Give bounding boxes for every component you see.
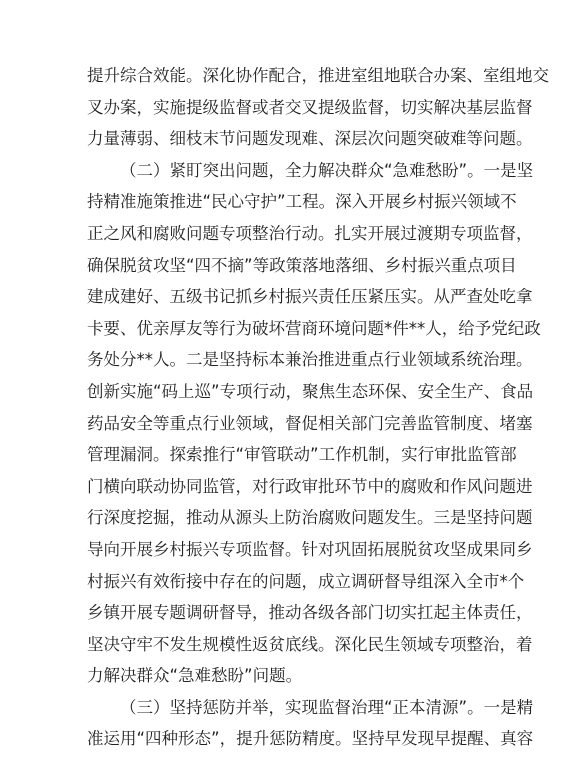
text-line: 卡要、优亲厚友等行为破坏营商环境问题*件**人，给予党纪政 xyxy=(87,318,541,338)
text-line: 导向开展乡村振兴专项监督。针对巩固拓展脱贫攻坚成果同乡 xyxy=(87,539,533,559)
text-line: 药品安全等重点行业领域，督促相关部门完善监管制度、堵塞 xyxy=(87,413,533,433)
text-line: 门横向联动协同监管，对行政审批环节中的腐败和作风问题进 xyxy=(87,476,533,496)
document-body xyxy=(87,60,549,755)
text-line: 建成建好、五级书记抓乡村振兴责任压紧压实。从严查处吃拿 xyxy=(87,287,533,307)
text-line: 村振兴有效衔接中存在的问题，成立调研督导组深入全市*个 xyxy=(87,571,525,591)
text-line: 力量薄弱、细枝末节问题发现难、深层次问题突破难等问题。 xyxy=(87,129,533,149)
text-line: 叉办案，实施提级监督或者交叉提级监督，切实解决基层监督 xyxy=(87,97,533,117)
text-line: 创新实施“码上巡”专项行动，聚焦生态环保、安全生产、食品 xyxy=(87,381,534,401)
section-heading-line: （三）坚持惩防并举，实现监督治理“正本清源”。一是精 xyxy=(120,697,534,717)
text-line: 管理漏洞。探索推行“审管联动”工作机制，实行审批监管部 xyxy=(87,445,517,465)
text-line: 确保脱贫攻坚“四不摘”等政策落地落细、乡村振兴重点项目 xyxy=(87,255,517,275)
section-heading-line: （二）紧盯突出问题，全力解决群众“急难愁盼”。一是坚 xyxy=(120,160,534,180)
text-line: 提升综合效能。深化协作配合，推进室组地联合办案、室组地交 xyxy=(87,66,549,85)
text-line: 持精准施策推进“民心守护”工程。深入开展乡村振兴领域不 xyxy=(87,192,517,212)
text-line: 坚决守牢不发生规模性返贫底线。深化民生领域专项整治，着 xyxy=(87,634,533,654)
text-line: 乡镇开展专题调研督导，推动各级各部门切实扛起主体责任， xyxy=(87,603,533,623)
text-line: 行深度挖掘，推动从源头上防治腐败问题发生。三是坚持问题 xyxy=(87,508,533,528)
text-line: 务处分**人。二是坚持标本兼治推进重点行业领域系统治理。 xyxy=(87,350,533,370)
text-line: 力解决群众“急难愁盼”问题。 xyxy=(87,666,303,686)
text-line: 准运用“四种形态”，提升惩防精度。坚持早发现早提醒、真容 xyxy=(87,729,534,749)
text-line: 正之风和腐败问题专项整治行动。扎实开展过渡期专项监督， xyxy=(87,223,533,243)
